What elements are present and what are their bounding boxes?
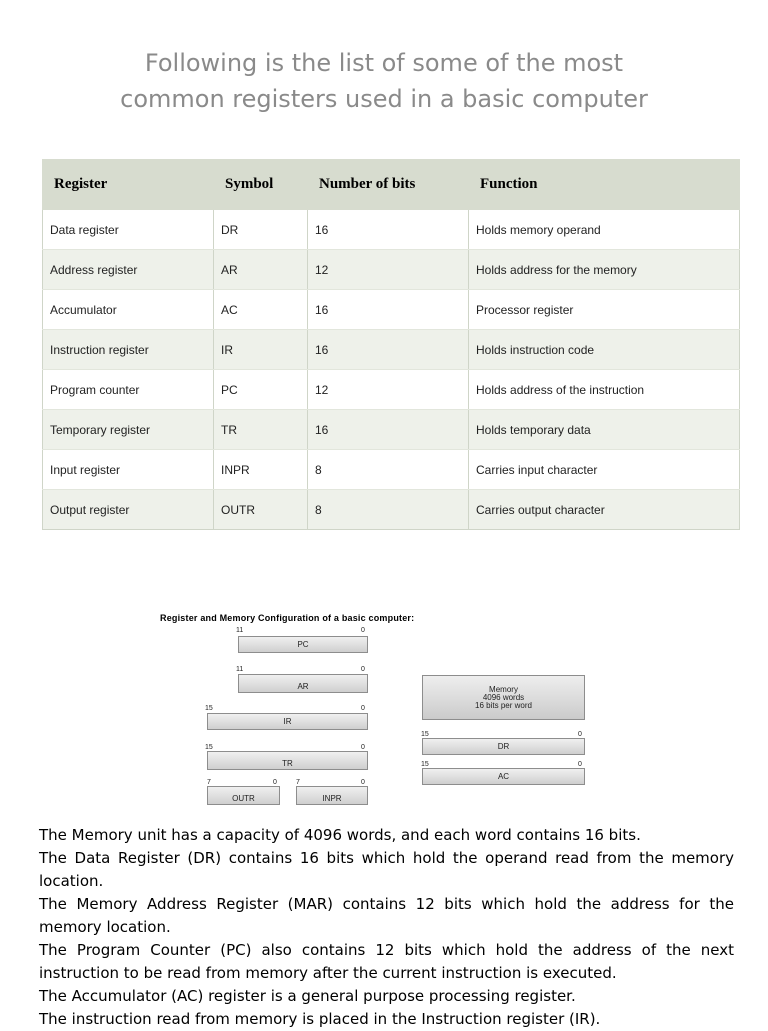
ar-high-bit: 11	[236, 666, 244, 673]
paragraph-data-register: The Data Register (DR) contains 16 bits which hold the operand read from the memory location.	[39, 849, 734, 890]
memory-unit-box	[422, 675, 585, 720]
memory-bits-per-word: 16 bits per word	[475, 700, 532, 710]
table-header-row	[43, 160, 740, 210]
cell-function: Carries input character	[469, 450, 740, 490]
inpr-high-bit: 7	[296, 779, 300, 786]
tr-low-bit: 0	[361, 744, 365, 751]
cell-symbol: AC	[214, 290, 308, 330]
table-row	[43, 490, 740, 530]
ac-low-bit: 0	[578, 761, 582, 768]
cell-function: Carries output character	[469, 490, 740, 530]
cell-bits: 12	[308, 250, 469, 290]
cell-bits: 8	[308, 450, 469, 490]
cell-symbol: DR	[214, 210, 308, 250]
ir-register-box: IR	[207, 713, 368, 730]
ar-low-bit: 0	[361, 666, 365, 673]
cell-symbol: INPR	[214, 450, 308, 490]
cell-symbol: TR	[214, 410, 308, 450]
cell-register: Accumulator	[43, 290, 214, 330]
title-line-1: Following is the list of some of the most	[144, 49, 624, 77]
table-row	[43, 450, 740, 490]
column-header-symbol: Symbol	[214, 160, 308, 210]
table-row	[43, 250, 740, 290]
table-row	[43, 210, 740, 250]
cell-function: Holds temporary data	[469, 410, 740, 450]
ir-high-bit: 15	[205, 705, 213, 712]
pc-high-bit: 11	[236, 627, 244, 634]
dr-register-box: DR	[422, 738, 585, 755]
cell-bits: 16	[308, 410, 469, 450]
outr-high-bit: 7	[207, 779, 211, 786]
ir-low-bit: 0	[361, 705, 365, 712]
tr-high-bit: 15	[205, 744, 213, 751]
ac-register-box: AC	[422, 768, 585, 785]
outr-register-box: OUTR	[207, 786, 280, 805]
cell-function: Holds address for the memory	[469, 250, 740, 290]
inpr-register-box: INPR	[296, 786, 368, 805]
inpr-low-bit: 0	[361, 779, 365, 786]
cell-symbol: IR	[214, 330, 308, 370]
cell-bits: 16	[308, 210, 469, 250]
cell-register: Program counter	[43, 370, 214, 410]
cell-register: Temporary register	[43, 410, 214, 450]
tr-register-box: TR	[207, 751, 368, 770]
registers-table	[42, 159, 740, 530]
cell-register: Address register	[43, 250, 214, 290]
cell-bits: 8	[308, 490, 469, 530]
paragraph-memory-unit: The Memory unit has a capacity of 4096 words, and each word contains 16 bits.	[39, 826, 641, 844]
paragraph-address-register: The Memory Address Register (MAR) contains 12 bits which hold the address for the memory location.	[39, 895, 734, 936]
cell-bits: 16	[308, 330, 469, 370]
cell-symbol: PC	[214, 370, 308, 410]
table-row	[43, 370, 740, 410]
paragraph-instruction-register: The instruction read from memory is placed in the Instruction register (IR).	[39, 1010, 601, 1028]
slide-title	[0, 45, 768, 117]
ac-high-bit: 15	[421, 761, 429, 768]
cell-register: Data register	[43, 210, 214, 250]
cell-bits: 16	[308, 290, 469, 330]
cell-function: Holds instruction code	[469, 330, 740, 370]
paragraph-accumulator: The Accumulator (AC) register is a general purpose processing register.	[39, 987, 576, 1005]
cell-register: Instruction register	[43, 330, 214, 370]
memory-label: Memory	[489, 684, 518, 694]
cell-function: Holds address of the instruction	[469, 370, 740, 410]
cell-register: Output register	[43, 490, 214, 530]
pc-register-box: PC	[238, 636, 368, 653]
table-row	[43, 410, 740, 450]
memory-words: 4096 words	[482, 692, 525, 702]
column-header-bits: Number of bits	[308, 160, 469, 210]
table-row	[43, 290, 740, 330]
column-header-register: Register	[43, 160, 214, 210]
cell-function: Processor register	[469, 290, 740, 330]
ar-register-box: AR	[238, 674, 368, 693]
cell-symbol: AR	[214, 250, 308, 290]
title-line-2: common registers used in a basic computer	[120, 85, 648, 113]
dr-high-bit: 15	[421, 731, 429, 738]
pc-low-bit: 0	[361, 627, 365, 634]
cell-function: Holds memory operand	[469, 210, 740, 250]
diagram-title: Register and Memory Configuration of a basic computer:	[160, 613, 415, 623]
dr-low-bit: 0	[578, 731, 582, 738]
outr-low-bit: 0	[273, 779, 277, 786]
cell-bits: 12	[308, 370, 469, 410]
cell-symbol: OUTR	[214, 490, 308, 530]
body-text	[39, 824, 734, 1031]
paragraph-program-counter: The Program Counter (PC) also contains 12 bits which hold the address of the next instruction to be read from memory after the current instruction is executed.	[39, 941, 734, 982]
column-header-function: Function	[469, 160, 740, 210]
table-row	[43, 330, 740, 370]
cell-register: Input register	[43, 450, 214, 490]
